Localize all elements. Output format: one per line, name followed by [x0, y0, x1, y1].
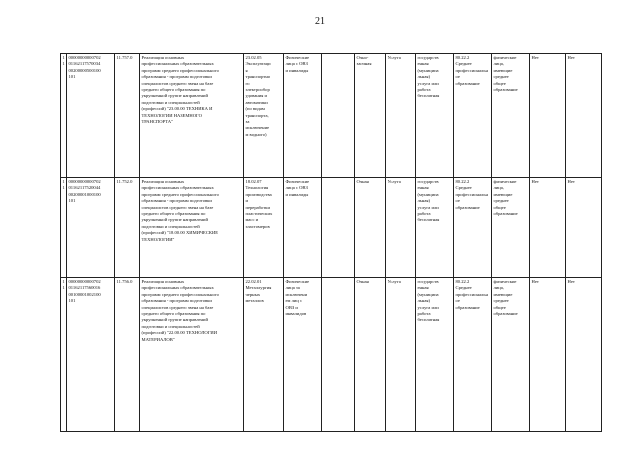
- registry-code: 00000000000702 01162117520044 00200001000100 101: [67, 178, 115, 278]
- okved-code: 80.22.2 Среднее профессиональное образование: [454, 278, 492, 432]
- flag-1: Нет: [530, 54, 566, 178]
- flag-2: Нет: [566, 54, 602, 178]
- consumers: физические лица, имеющие среднее общее образование: [492, 178, 530, 278]
- empty-cell: [322, 178, 355, 278]
- consumer-category: Физические лица с ОВЗ и инвалиды: [284, 54, 322, 178]
- row-index: 11: [61, 54, 67, 178]
- empty-cell: [322, 278, 355, 432]
- flag-1: Нет: [530, 278, 566, 432]
- flag-1: Нет: [530, 178, 566, 278]
- okved-code: 80.22.2 Среднее профессиональное образование: [454, 178, 492, 278]
- row-index: 11: [61, 178, 67, 278]
- flag-2: Нет: [566, 278, 602, 432]
- consumers: физические лица, имеющие среднее общее образование: [492, 278, 530, 432]
- program-description: Реализация основных профессиональных образовательных программ среднего профессионального образования - программ подготовки специалистов среднего звена на базе среднего общего образования по укрупненной группе направлений подготовки и специальностей (профессий) "18.00.00 ХИМИЧЕСКИЕ ТЕХНОЛОГИИ": [140, 178, 244, 278]
- payment-type: государств енная (муниципа льная) услуга или работа бесплатная: [416, 54, 454, 178]
- registry-number: 11.757.0: [115, 54, 140, 178]
- consumer-category: Физические лица с ОВЗ и инвалиды: [284, 178, 322, 278]
- payment-type: государств енная (муниципа льная) услуга или работа бесплатная: [416, 278, 454, 432]
- specialty: 22.02.01 Металлургия черных металлов: [244, 278, 284, 432]
- program-description: Реализация основных профессиональных образовательных программ среднего профессионального образования - программ подготовки специалистов среднего звена на базе среднего общего образования по укрупненной группе направлений подготовки и специальностей (профессий) "23.00.00 ТЕХНИКА И ТЕХНОЛОГИИ НАЗЕМНОГО ТРАНСПОРТА": [140, 54, 244, 178]
- service-kind: Услуга: [386, 278, 416, 432]
- consumer-category: Физические лица за исключени ем лиц с ОВЗ и инвалидов: [284, 278, 322, 432]
- education-form: Очно- заочная: [355, 54, 386, 178]
- empty-cell: [322, 54, 355, 178]
- education-form: Очная: [355, 178, 386, 278]
- table-row: [61, 278, 602, 432]
- okved-code: 80.22.2 Среднее профессиональное образование: [454, 54, 492, 178]
- specialty: 23.02.05 Эксплуатаци я транспортно го электрообор удования и автоматики (по видам транспорта, за исключение м водного): [244, 54, 284, 178]
- service-kind: Услуга: [386, 178, 416, 278]
- registry-number: 11.756.0: [115, 278, 140, 432]
- registry-code: 00000000000702 01162117570034 00200000500100 101: [67, 54, 115, 178]
- table-row: [61, 178, 602, 278]
- specialty: 18.02.07 Технология производства и переработки пластических масс и эластомеров: [244, 178, 284, 278]
- page-number: 21: [315, 16, 325, 27]
- payment-type: государств енная (муниципа льная) услуга или работа бесплатная: [416, 178, 454, 278]
- program-description: Реализация основных профессиональных образовательных программ среднего профессионального образования - программ подготовки специалистов среднего звена на базе среднего общего образования по укрупненной группе направлений подготовки и специальностей (профессий) "22.00.00 ТЕХНОЛОГИИ МАТЕРИАЛОВ": [140, 278, 244, 432]
- flag-2: Нет: [566, 178, 602, 278]
- table-row: [61, 54, 602, 178]
- registry-number: 11.752.0: [115, 178, 140, 278]
- education-form: Очная: [355, 278, 386, 432]
- consumers: физические лица, имеющие среднее общее образование: [492, 54, 530, 178]
- registry-code: 00000000000702 01162117560016 00100001002100 101: [67, 278, 115, 432]
- registry-table: [60, 53, 602, 432]
- service-kind: Услуга: [386, 54, 416, 178]
- row-index: 11: [61, 278, 67, 432]
